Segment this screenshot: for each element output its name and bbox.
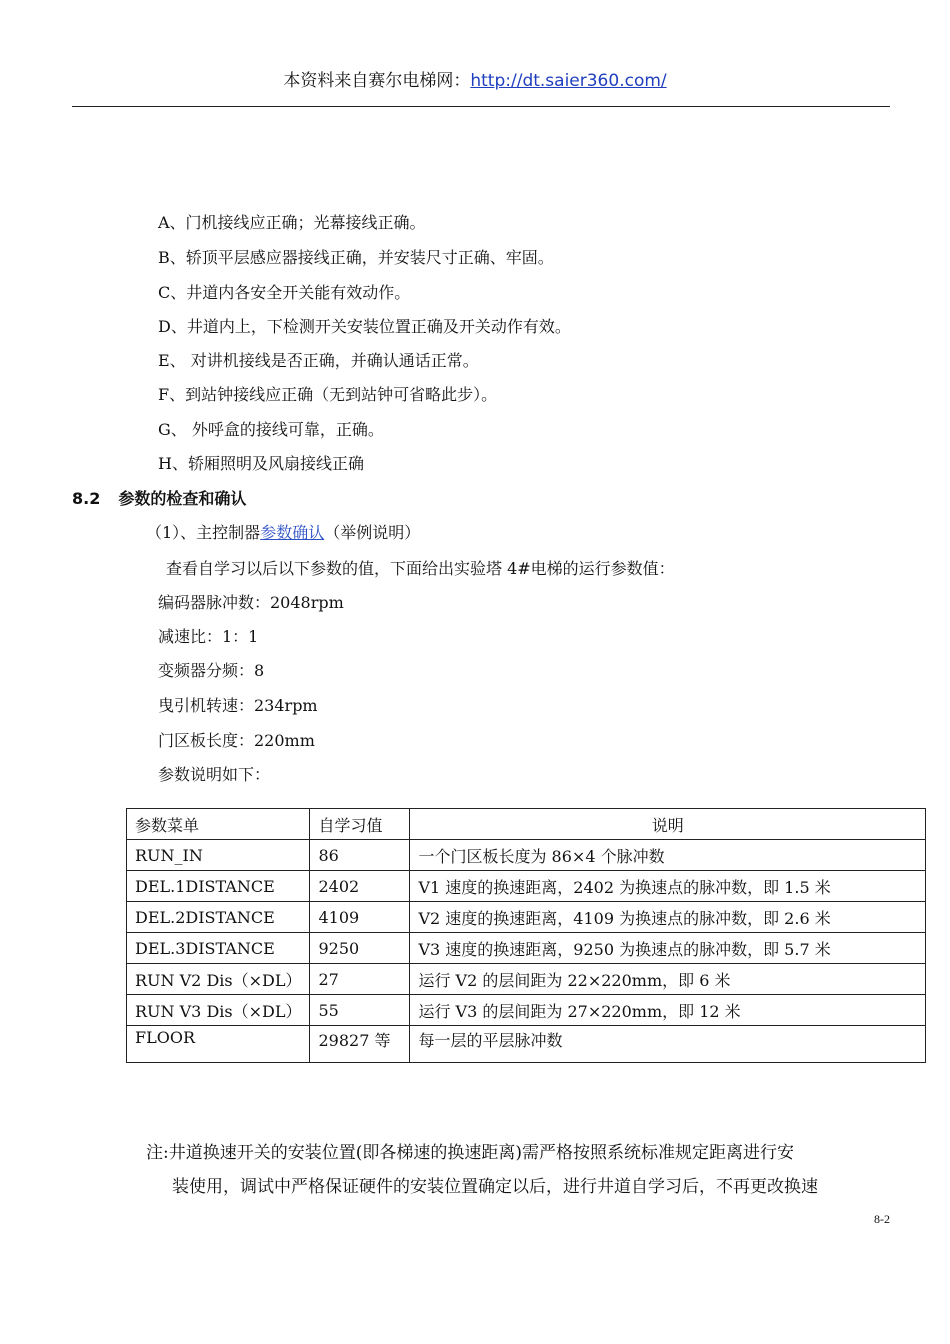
table-header-row — [127, 809, 926, 840]
checklist-item: E、 对讲机接线是否正确，并确认通话正常。 — [158, 351, 479, 370]
checklist-item: F、到站钟接线应正确（无到站钟可省略此步）。 — [158, 385, 498, 404]
table-cell: 9250 — [310, 933, 410, 964]
column-header: 说明 — [410, 809, 926, 840]
table-cell: 每一层的平层脉冲数 — [410, 1026, 926, 1063]
column-header: 自学习值 — [310, 809, 410, 840]
table-cell: 2402 — [310, 871, 410, 902]
table-cell: V2 速度的换速距离，4109 为换速点的脉冲数，即 2.6 米 — [410, 902, 926, 933]
checklist-item: G、 外呼盒的接线可靠，正确。 — [158, 420, 384, 439]
column-header: 参数菜单 — [127, 809, 310, 840]
note-line: 注:井道换速开关的安装位置(即各梯速的换速距离)需严格按照系统标准规定距离进行安 — [146, 1143, 794, 1163]
section-title: 参数的检查和确认 — [118, 489, 247, 508]
param-line: 编码器脉冲数：2048rpm — [158, 593, 344, 612]
table-cell: 一个门区板长度为 86×4 个脉冲数 — [410, 840, 926, 871]
table-row — [127, 933, 926, 964]
checklist-item: A、门机接线应正确；光幕接线正确。 — [158, 213, 426, 232]
param-line: 门区板长度：220mm — [158, 731, 315, 750]
table-row — [127, 1026, 926, 1063]
table-cell: DEL.2DISTANCE — [127, 902, 310, 933]
checklist-item: H、轿厢照明及风扇接线正确 — [158, 454, 364, 473]
table-cell: 29827 等 — [310, 1026, 410, 1063]
source-link[interactable]: http://dt.saier360.com/ — [470, 71, 667, 91]
section-heading — [72, 486, 246, 509]
table-cell: FLOOR — [127, 1026, 310, 1063]
table-row — [127, 871, 926, 902]
header-divider — [72, 106, 890, 107]
param-confirm-link[interactable]: 参数确认 — [260, 523, 325, 542]
header-prefix: 本资料来自赛尔电梯网： — [283, 71, 471, 91]
note-paragraph — [146, 1136, 896, 1204]
subsection-heading — [146, 520, 420, 543]
table-row — [127, 995, 926, 1026]
table-row — [127, 840, 926, 871]
checklist-item: C、井道内各安全开关能有效动作。 — [158, 283, 411, 302]
table-cell: V3 速度的换速距离，9250 为换速点的脉冲数，即 5.7 米 — [410, 933, 926, 964]
table-row — [127, 964, 926, 995]
table-cell: RUN V3 Dis（×DL） — [127, 995, 310, 1026]
table-cell: 55 — [310, 995, 410, 1026]
table-cell: 27 — [310, 964, 410, 995]
page-number: 8-2 — [874, 1212, 890, 1226]
table-cell: V1 速度的换速距离，2402 为换速点的脉冲数，即 1.5 米 — [410, 871, 926, 902]
param-line: 参数说明如下： — [158, 765, 271, 784]
subsection-suffix: （举例说明） — [324, 523, 421, 542]
table-cell: 4109 — [310, 902, 410, 933]
table-cell: 86 — [310, 840, 410, 871]
checklist-item: B、轿顶平层感应器接线正确，并安装尺寸正确、牢固。 — [158, 248, 554, 267]
table-cell: DEL.1DISTANCE — [127, 871, 310, 902]
section-number: 8.2 — [72, 489, 101, 508]
table-cell: DEL.3DISTANCE — [127, 933, 310, 964]
note-line: 装使用，调试中严格保证硬件的安装位置确定以后，进行井道自学习后，不再更改换速 — [172, 1177, 818, 1197]
parameter-table — [126, 808, 926, 1063]
intro-text: 查看自学习以后以下参数的值，下面给出实验塔 4#电梯的运行参数值： — [166, 559, 675, 578]
checklist-item: D、井道内上，下检测开关安装位置正确及开关动作有效。 — [158, 317, 571, 336]
table-cell: RUN V2 Dis（×DL） — [127, 964, 310, 995]
param-line: 减速比：1：1 — [158, 627, 259, 646]
table-row — [127, 902, 926, 933]
param-line: 变频器分频：8 — [158, 661, 265, 680]
page-header — [0, 66, 950, 91]
subsection-prefix: （1）、主控制器 — [146, 523, 261, 542]
table-cell: 运行 V2 的层间距为 22×220mm，即 6 米 — [410, 964, 926, 995]
table-cell: RUN_IN — [127, 840, 310, 871]
param-line: 曳引机转速：234rpm — [158, 696, 318, 715]
table-cell: 运行 V3 的层间距为 27×220mm，即 12 米 — [410, 995, 926, 1026]
